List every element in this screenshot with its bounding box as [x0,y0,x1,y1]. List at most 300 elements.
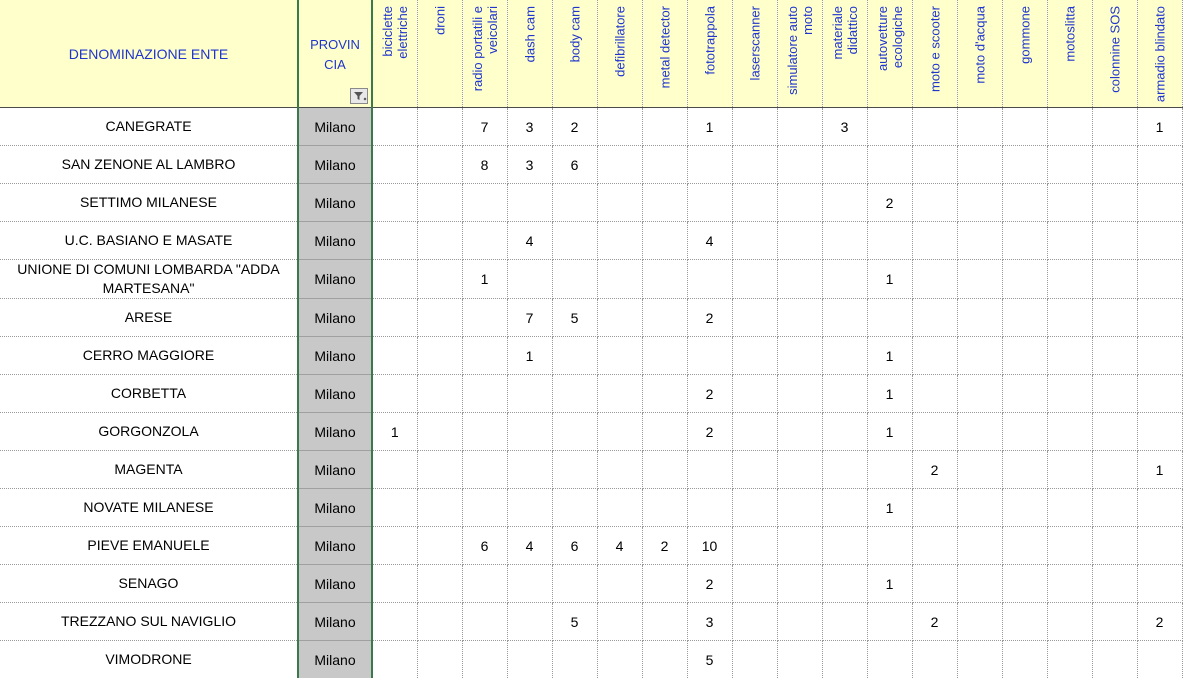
cell-value[interactable] [1092,489,1137,527]
cell-value[interactable]: 4 [507,222,552,260]
cell-value[interactable]: 6 [552,527,597,565]
column-header-equipment[interactable] [462,0,507,108]
cell-value[interactable] [1092,260,1137,299]
cell-value[interactable] [777,413,822,451]
cell-provincia[interactable]: Milano [298,413,372,451]
cell-value[interactable] [732,451,777,489]
cell-value[interactable] [642,451,687,489]
column-header-equipment[interactable] [687,0,732,108]
cell-value[interactable] [822,222,867,260]
column-header-denominazione-ente[interactable]: DENOMINAZIONE ENTE [0,0,298,108]
cell-value[interactable] [642,299,687,337]
cell-denominazione-ente[interactable]: UNIONE DI COMUNI LOMBARDA "ADDA MARTESANA" [0,260,298,299]
cell-value[interactable] [777,565,822,603]
cell-denominazione-ente[interactable]: SENAGO [0,565,298,603]
cell-value[interactable]: 4 [597,527,642,565]
cell-value[interactable] [597,489,642,527]
cell-denominazione-ente[interactable]: MAGENTA [0,451,298,489]
cell-value[interactable] [417,222,462,260]
cell-value[interactable] [417,413,462,451]
cell-value[interactable] [687,146,732,184]
cell-value[interactable] [417,299,462,337]
cell-value[interactable] [822,641,867,679]
cell-provincia[interactable]: Milano [298,260,372,299]
cell-value[interactable] [867,222,912,260]
cell-value[interactable] [417,375,462,413]
cell-value[interactable] [1002,489,1047,527]
cell-value[interactable] [1137,260,1182,299]
cell-value[interactable] [462,641,507,679]
column-header-equipment[interactable] [732,0,777,108]
cell-value[interactable] [912,413,957,451]
cell-value[interactable] [597,222,642,260]
cell-value[interactable] [417,451,462,489]
cell-value[interactable] [867,108,912,146]
cell-value[interactable] [597,337,642,375]
cell-value[interactable] [1002,146,1047,184]
cell-value[interactable] [777,375,822,413]
cell-value[interactable] [777,641,822,679]
cell-value[interactable] [957,641,1002,679]
filter-icon[interactable] [350,88,368,104]
cell-value[interactable] [777,222,822,260]
cell-value[interactable] [462,413,507,451]
cell-provincia[interactable]: Milano [298,375,372,413]
cell-value[interactable] [957,184,1002,222]
cell-value[interactable]: 2 [687,375,732,413]
cell-value[interactable] [417,260,462,299]
cell-value[interactable] [957,146,1002,184]
cell-value[interactable] [462,299,507,337]
cell-value[interactable] [957,337,1002,375]
cell-value[interactable] [1047,527,1092,565]
column-header-equipment[interactable] [1137,0,1182,108]
cell-value[interactable] [1137,375,1182,413]
cell-value[interactable]: 3 [822,108,867,146]
cell-value[interactable] [822,565,867,603]
cell-value[interactable] [552,489,597,527]
cell-denominazione-ente[interactable]: SAN ZENONE AL LAMBRO [0,146,298,184]
cell-value[interactable] [462,451,507,489]
cell-value[interactable]: 1 [462,260,507,299]
cell-value[interactable]: 1 [372,413,417,451]
cell-value[interactable] [1092,222,1137,260]
cell-value[interactable]: 1 [1137,108,1182,146]
cell-value[interactable]: 6 [462,527,507,565]
cell-provincia[interactable]: Milano [298,108,372,146]
cell-provincia[interactable]: Milano [298,299,372,337]
cell-value[interactable]: 1 [507,337,552,375]
cell-value[interactable] [1137,527,1182,565]
cell-value[interactable] [777,108,822,146]
cell-value[interactable] [1137,413,1182,451]
cell-value[interactable] [822,603,867,641]
cell-value[interactable] [1092,299,1137,337]
cell-value[interactable] [912,146,957,184]
cell-value[interactable] [1137,222,1182,260]
cell-value[interactable] [822,337,867,375]
cell-value[interactable] [462,565,507,603]
cell-value[interactable] [1002,260,1047,299]
cell-value[interactable] [552,184,597,222]
cell-value[interactable] [687,260,732,299]
cell-value[interactable] [957,299,1002,337]
cell-value[interactable] [1002,108,1047,146]
cell-value[interactable] [1092,337,1137,375]
cell-value[interactable]: 4 [507,527,552,565]
cell-value[interactable] [912,527,957,565]
cell-value[interactable] [1092,641,1137,679]
cell-value[interactable] [732,146,777,184]
cell-value[interactable] [912,260,957,299]
cell-denominazione-ente[interactable]: CORBETTA [0,375,298,413]
cell-value[interactable] [1092,451,1137,489]
cell-value[interactable] [957,603,1002,641]
cell-value[interactable]: 5 [552,603,597,641]
cell-value[interactable] [777,184,822,222]
cell-value[interactable] [912,184,957,222]
cell-value[interactable] [642,222,687,260]
column-header-equipment[interactable] [1002,0,1047,108]
cell-value[interactable] [732,108,777,146]
cell-value[interactable] [687,184,732,222]
cell-value[interactable] [1047,108,1092,146]
cell-value[interactable] [822,260,867,299]
cell-value[interactable] [552,222,597,260]
cell-value[interactable] [372,451,417,489]
cell-value[interactable] [1047,184,1092,222]
cell-value[interactable] [912,108,957,146]
cell-value[interactable] [1047,146,1092,184]
cell-value[interactable] [1092,565,1137,603]
cell-value[interactable] [462,603,507,641]
cell-value[interactable] [552,641,597,679]
cell-value[interactable] [912,375,957,413]
cell-value[interactable]: 2 [687,299,732,337]
cell-value[interactable] [822,184,867,222]
cell-provincia[interactable]: Milano [298,641,372,679]
cell-value[interactable] [732,337,777,375]
cell-value[interactable] [957,413,1002,451]
cell-value[interactable] [597,413,642,451]
cell-value[interactable] [912,641,957,679]
cell-value[interactable]: 1 [867,375,912,413]
cell-denominazione-ente[interactable]: SETTIMO MILANESE [0,184,298,222]
cell-provincia[interactable]: Milano [298,527,372,565]
cell-value[interactable] [957,451,1002,489]
cell-value[interactable] [597,299,642,337]
cell-value[interactable] [1047,299,1092,337]
cell-value[interactable] [597,565,642,603]
cell-value[interactable] [552,413,597,451]
cell-value[interactable] [372,489,417,527]
cell-value[interactable] [777,527,822,565]
cell-value[interactable] [957,108,1002,146]
cell-value[interactable] [642,184,687,222]
cell-value[interactable] [1137,641,1182,679]
cell-value[interactable]: 2 [867,184,912,222]
cell-value[interactable] [687,489,732,527]
column-header-equipment[interactable] [642,0,687,108]
cell-value[interactable] [1092,375,1137,413]
column-header-equipment[interactable] [417,0,462,108]
cell-value[interactable]: 7 [462,108,507,146]
cell-value[interactable] [417,527,462,565]
cell-value[interactable] [372,565,417,603]
cell-value[interactable] [912,222,957,260]
cell-value[interactable] [417,184,462,222]
cell-value[interactable] [507,375,552,413]
cell-value[interactable] [642,146,687,184]
cell-value[interactable] [1047,489,1092,527]
cell-denominazione-ente[interactable]: NOVATE MILANESE [0,489,298,527]
cell-value[interactable] [507,184,552,222]
cell-value[interactable] [1047,375,1092,413]
cell-value[interactable] [957,489,1002,527]
cell-value[interactable] [1002,184,1047,222]
cell-value[interactable] [1002,413,1047,451]
cell-value[interactable] [822,375,867,413]
cell-value[interactable] [642,375,687,413]
cell-value[interactable] [642,413,687,451]
cell-value[interactable] [1002,603,1047,641]
cell-value[interactable] [552,260,597,299]
cell-value[interactable] [867,451,912,489]
cell-provincia[interactable]: Milano [298,451,372,489]
cell-value[interactable] [642,641,687,679]
cell-value[interactable] [867,641,912,679]
cell-value[interactable] [1092,413,1137,451]
cell-value[interactable] [462,489,507,527]
cell-value[interactable] [1002,222,1047,260]
cell-value[interactable]: 10 [687,527,732,565]
cell-value[interactable] [597,451,642,489]
cell-value[interactable] [822,489,867,527]
cell-value[interactable] [732,299,777,337]
cell-value[interactable] [372,375,417,413]
cell-value[interactable] [417,603,462,641]
cell-value[interactable]: 6 [552,146,597,184]
cell-value[interactable] [1047,413,1092,451]
cell-value[interactable] [372,337,417,375]
cell-value[interactable] [597,260,642,299]
cell-value[interactable] [507,489,552,527]
cell-value[interactable] [597,641,642,679]
cell-value[interactable] [957,260,1002,299]
cell-provincia[interactable]: Milano [298,565,372,603]
cell-denominazione-ente[interactable]: GORGONZOLA [0,413,298,451]
cell-value[interactable] [957,222,1002,260]
cell-value[interactable]: 5 [552,299,597,337]
cell-value[interactable] [642,260,687,299]
cell-value[interactable] [732,375,777,413]
cell-denominazione-ente[interactable]: VIMODRONE [0,641,298,679]
cell-value[interactable]: 4 [687,222,732,260]
column-header-equipment[interactable] [822,0,867,108]
cell-value[interactable] [912,299,957,337]
cell-value[interactable] [417,108,462,146]
cell-value[interactable] [372,603,417,641]
cell-value[interactable] [732,260,777,299]
cell-value[interactable] [597,184,642,222]
cell-value[interactable] [1137,299,1182,337]
cell-value[interactable] [462,222,507,260]
cell-value[interactable] [1092,184,1137,222]
cell-value[interactable] [552,337,597,375]
cell-value[interactable] [1002,375,1047,413]
column-header-provincia[interactable] [298,0,372,108]
cell-value[interactable] [777,260,822,299]
cell-denominazione-ente[interactable]: CANEGRATE [0,108,298,146]
column-header-equipment[interactable] [777,0,822,108]
cell-value[interactable] [867,603,912,641]
cell-value[interactable]: 2 [642,527,687,565]
cell-value[interactable] [822,146,867,184]
cell-provincia[interactable]: Milano [298,603,372,641]
cell-value[interactable] [1092,108,1137,146]
cell-value[interactable] [912,489,957,527]
cell-value[interactable] [867,299,912,337]
cell-value[interactable] [777,146,822,184]
cell-value[interactable] [1002,337,1047,375]
cell-value[interactable]: 5 [687,641,732,679]
cell-value[interactable] [507,451,552,489]
cell-value[interactable] [417,489,462,527]
cell-value[interactable] [732,413,777,451]
cell-value[interactable] [1092,146,1137,184]
cell-value[interactable] [372,527,417,565]
cell-value[interactable] [507,603,552,641]
cell-value[interactable] [552,565,597,603]
cell-value[interactable] [732,222,777,260]
cell-value[interactable] [822,451,867,489]
cell-value[interactable]: 2 [687,413,732,451]
column-header-equipment[interactable] [597,0,642,108]
cell-value[interactable] [417,337,462,375]
cell-denominazione-ente[interactable]: TREZZANO SUL NAVIGLIO [0,603,298,641]
cell-value[interactable] [507,260,552,299]
cell-value[interactable]: 2 [552,108,597,146]
cell-value[interactable] [732,641,777,679]
cell-value[interactable]: 1 [867,413,912,451]
cell-value[interactable] [507,565,552,603]
cell-value[interactable]: 2 [912,451,957,489]
cell-value[interactable] [867,527,912,565]
cell-provincia[interactable]: Milano [298,337,372,375]
cell-provincia[interactable]: Milano [298,489,372,527]
column-header-equipment[interactable] [507,0,552,108]
cell-value[interactable] [642,108,687,146]
cell-value[interactable] [732,565,777,603]
cell-value[interactable] [912,565,957,603]
cell-value[interactable] [1137,184,1182,222]
cell-value[interactable] [417,641,462,679]
cell-provincia[interactable]: Milano [298,222,372,260]
cell-denominazione-ente[interactable]: ARESE [0,299,298,337]
cell-value[interactable] [597,603,642,641]
cell-value[interactable]: 8 [462,146,507,184]
cell-value[interactable] [642,337,687,375]
cell-value[interactable] [372,299,417,337]
cell-value[interactable] [1047,641,1092,679]
cell-value[interactable] [462,375,507,413]
column-header-equipment[interactable] [1092,0,1137,108]
cell-value[interactable] [777,299,822,337]
cell-value[interactable] [597,108,642,146]
cell-value[interactable]: 3 [687,603,732,641]
cell-value[interactable] [1137,565,1182,603]
cell-value[interactable] [957,527,1002,565]
cell-value[interactable] [462,184,507,222]
cell-value[interactable] [1047,260,1092,299]
cell-value[interactable] [1047,451,1092,489]
cell-value[interactable] [777,489,822,527]
cell-provincia[interactable]: Milano [298,146,372,184]
cell-value[interactable]: 7 [507,299,552,337]
cell-value[interactable] [552,451,597,489]
cell-value[interactable] [1047,603,1092,641]
cell-value[interactable]: 1 [867,489,912,527]
cell-value[interactable] [1002,451,1047,489]
cell-value[interactable] [777,337,822,375]
cell-value[interactable] [687,451,732,489]
cell-value[interactable] [597,375,642,413]
cell-value[interactable] [1002,641,1047,679]
cell-value[interactable] [372,146,417,184]
cell-value[interactable] [732,603,777,641]
cell-value[interactable]: 3 [507,146,552,184]
cell-value[interactable] [1002,299,1047,337]
cell-denominazione-ente[interactable]: CERRO MAGGIORE [0,337,298,375]
cell-value[interactable] [642,489,687,527]
column-header-equipment[interactable] [372,0,417,108]
cell-value[interactable] [822,413,867,451]
cell-value[interactable] [1047,565,1092,603]
cell-value[interactable] [372,222,417,260]
cell-value[interactable] [732,184,777,222]
cell-value[interactable] [912,337,957,375]
cell-value[interactable] [372,108,417,146]
cell-denominazione-ente[interactable]: PIEVE EMANUELE [0,527,298,565]
cell-value[interactable] [372,184,417,222]
cell-value[interactable] [642,603,687,641]
column-header-equipment[interactable] [957,0,1002,108]
cell-value[interactable] [1137,489,1182,527]
column-header-equipment[interactable] [912,0,957,108]
column-header-equipment[interactable] [867,0,912,108]
cell-denominazione-ente[interactable]: U.C. BASIANO E MASATE [0,222,298,260]
cell-value[interactable] [687,337,732,375]
cell-value[interactable] [1092,527,1137,565]
column-header-equipment[interactable] [552,0,597,108]
cell-value[interactable]: 1 [687,108,732,146]
cell-value[interactable] [1137,337,1182,375]
column-header-equipment[interactable] [1047,0,1092,108]
cell-value[interactable] [732,489,777,527]
cell-value[interactable]: 1 [867,337,912,375]
cell-value[interactable] [957,565,1002,603]
cell-value[interactable] [822,527,867,565]
cell-value[interactable] [642,565,687,603]
cell-value[interactable]: 1 [867,260,912,299]
cell-value[interactable] [1047,337,1092,375]
cell-value[interactable] [732,527,777,565]
cell-value[interactable] [372,260,417,299]
cell-value[interactable]: 2 [1137,603,1182,641]
cell-value[interactable] [1137,146,1182,184]
cell-value[interactable] [957,375,1002,413]
cell-value[interactable]: 1 [1137,451,1182,489]
